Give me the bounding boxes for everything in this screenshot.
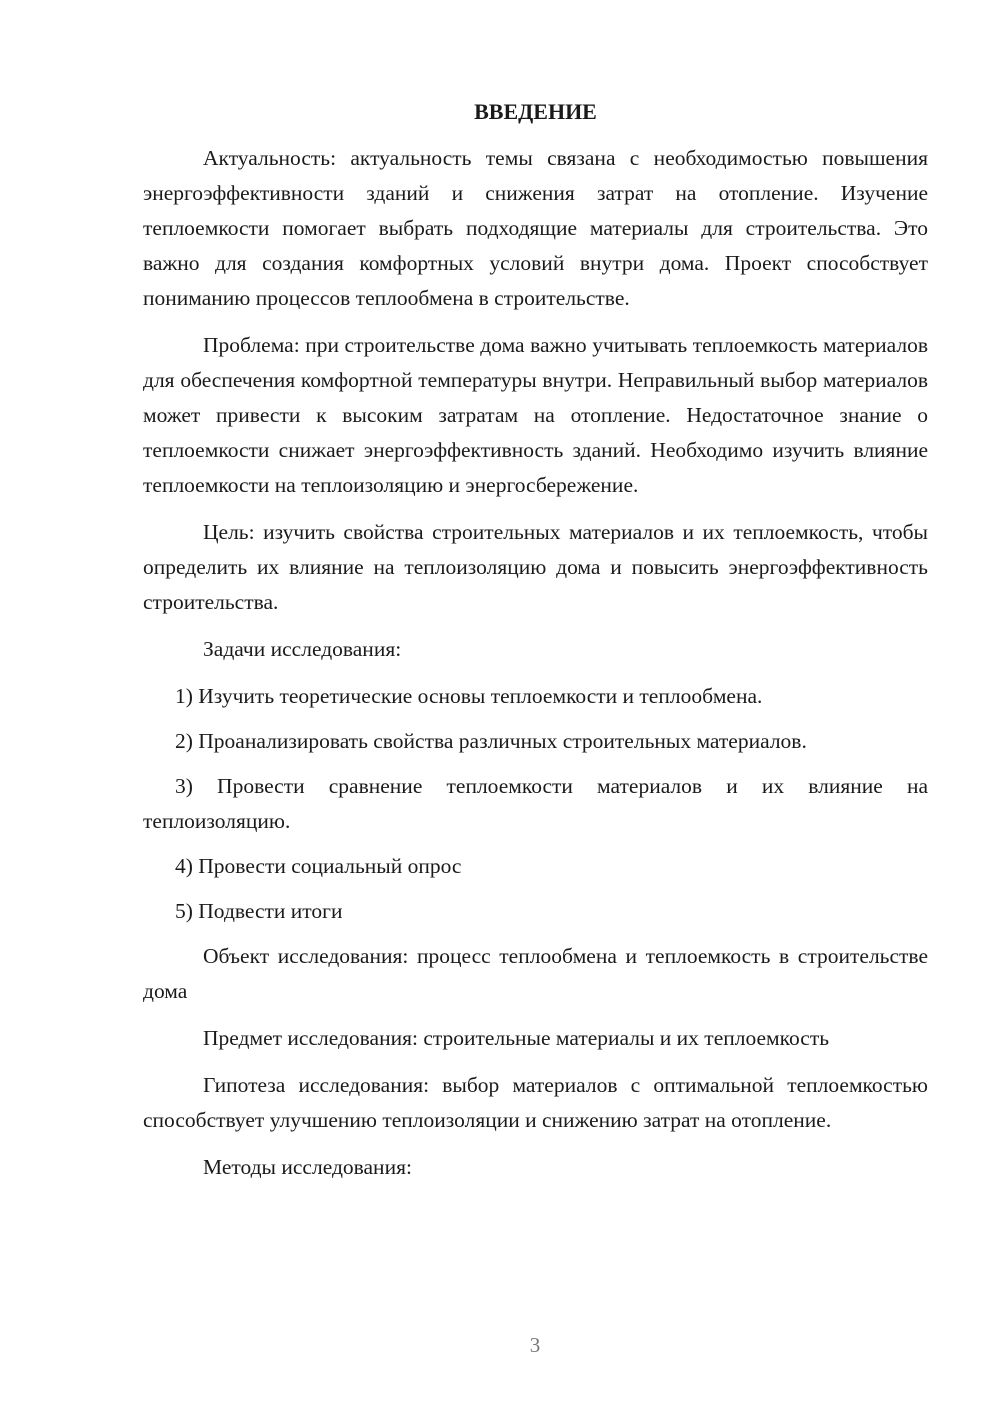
page-title: ВВЕДЕНИЕ [474, 99, 597, 124]
relevance-paragraph: Актуальность: актуальность темы связана с необходимостью повышения энергоэффективности зданий и снижения затрат на отопление. Изучение теплоемкости помогает выбрать подходящие материалы для строительства. Это важно для создания комфортных условий внутри дома. Проект способствует пониманию процессов теплообмена в строительстве. [143, 146, 928, 310]
document-page [143, 94, 928, 1197]
hypothesis-paragraph: Гипотеза исследования: выбор материалов с оптимальной теплоемкостью способствует улучшению теплоизоляции и снижению затрат на отопление. [143, 1073, 928, 1132]
problem-paragraph: Проблема: при строительстве дома важно учитывать теплоемкость материалов для обеспечения комфортной температуры внутри. Неправильный выбор материалов может привести к высоким затратам на отопление. Недостаточное знание о теплоемкости снижает энергоэффективность зданий. Необходимо изучить влияние теплоемкости на теплоизоляцию и энергосбережение. [143, 333, 928, 497]
task-item-1: 1) Изучить теоретические основы теплоемкости и теплообмена. [175, 684, 763, 708]
tasks-heading: Задачи исследования: [203, 637, 402, 661]
task-item-4: 4) Провести социальный опрос [175, 854, 462, 878]
goal-paragraph: Цель: изучить свойства строительных материалов и их теплоемкость, чтобы определить их влияние на теплоизоляцию дома и повысить энергоэффективность строительства. [143, 520, 928, 614]
task-item-5: 5) Подвести итоги [175, 899, 343, 923]
object-paragraph: Объект исследования: процесс теплообмена и теплоемкость в строительстве дома [143, 944, 928, 1003]
subject-paragraph: Предмет исследования: строительные материалы и их теплоемкость [203, 1026, 830, 1050]
task-item-2: 2) Проанализировать свойства различных строительных материалов. [175, 729, 807, 753]
methods-heading: Методы исследования: [203, 1155, 412, 1179]
task-item-3: 3) Провести сравнение теплоемкости материалов и их влияние на теплоизоляцию. [143, 774, 928, 833]
page-number: 3 [529, 1333, 541, 1357]
